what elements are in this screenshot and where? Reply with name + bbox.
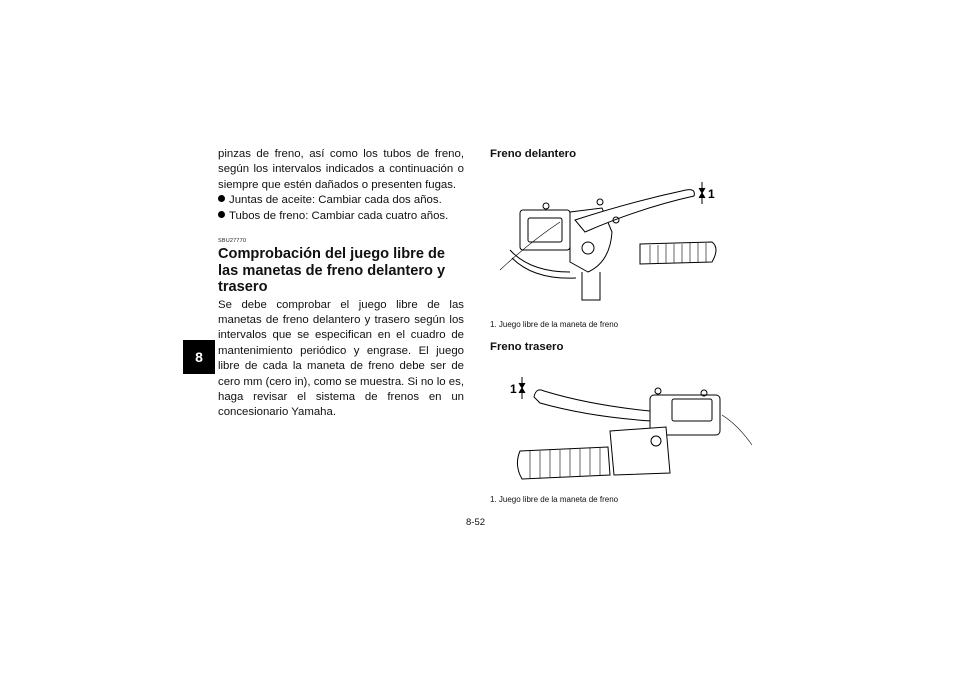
figure-caption-front: 1. Juego libre de la maneta de freno: [490, 320, 619, 329]
figure-rear-brake: [490, 355, 756, 483]
body-paragraph: Se debe comprobar el juego libre de las manetas de freno delantero y trasero según los intervalos que se especifican en el cuadro de mantenimiento periódico y engrase. El juego libre de cada la maneta de freno debe ser de cero mm (cero in), como se muestra. Si no lo es, haga revisar el sistema de frenos en un concesionario Yamaha.: [218, 298, 464, 419]
callout-label: 1: [510, 382, 517, 396]
figure-front-brake: [490, 162, 756, 312]
left-column: [218, 147, 464, 421]
figure-caption-rear: 1. Juego libre de la maneta de freno: [490, 495, 619, 504]
right-column: [490, 147, 756, 505]
bullet-text: Tubos de freno: Cambiar cada cuatro años.: [229, 209, 449, 222]
figure-title-front: Freno delantero: [490, 148, 577, 160]
section-code: SBU27770: [218, 238, 247, 245]
bullet-icon: [218, 211, 225, 218]
callout-label: 1: [708, 187, 715, 201]
figure-title-rear: Freno trasero: [490, 341, 564, 353]
section-heading: Comprobación del juego libre de las manetas de freno delantero y trasero: [218, 246, 446, 296]
intro-paragraph: pinzas de freno, así como los tubos de freno, según los intervalos indicados a continuación o siempre que estén dañados o presenten fugas.: [218, 148, 464, 191]
front-brake-lever-illustration: [490, 162, 756, 312]
bullet-item: [218, 193, 464, 208]
bullet-text: Juntas de aceite: Cambiar cada dos años.: [229, 194, 442, 207]
page-number: 8-52: [466, 517, 486, 528]
bullet-item: [218, 209, 464, 224]
rear-brake-lever-illustration: [490, 355, 756, 483]
bullet-icon: [218, 195, 225, 202]
chapter-tab: 8: [183, 340, 215, 374]
